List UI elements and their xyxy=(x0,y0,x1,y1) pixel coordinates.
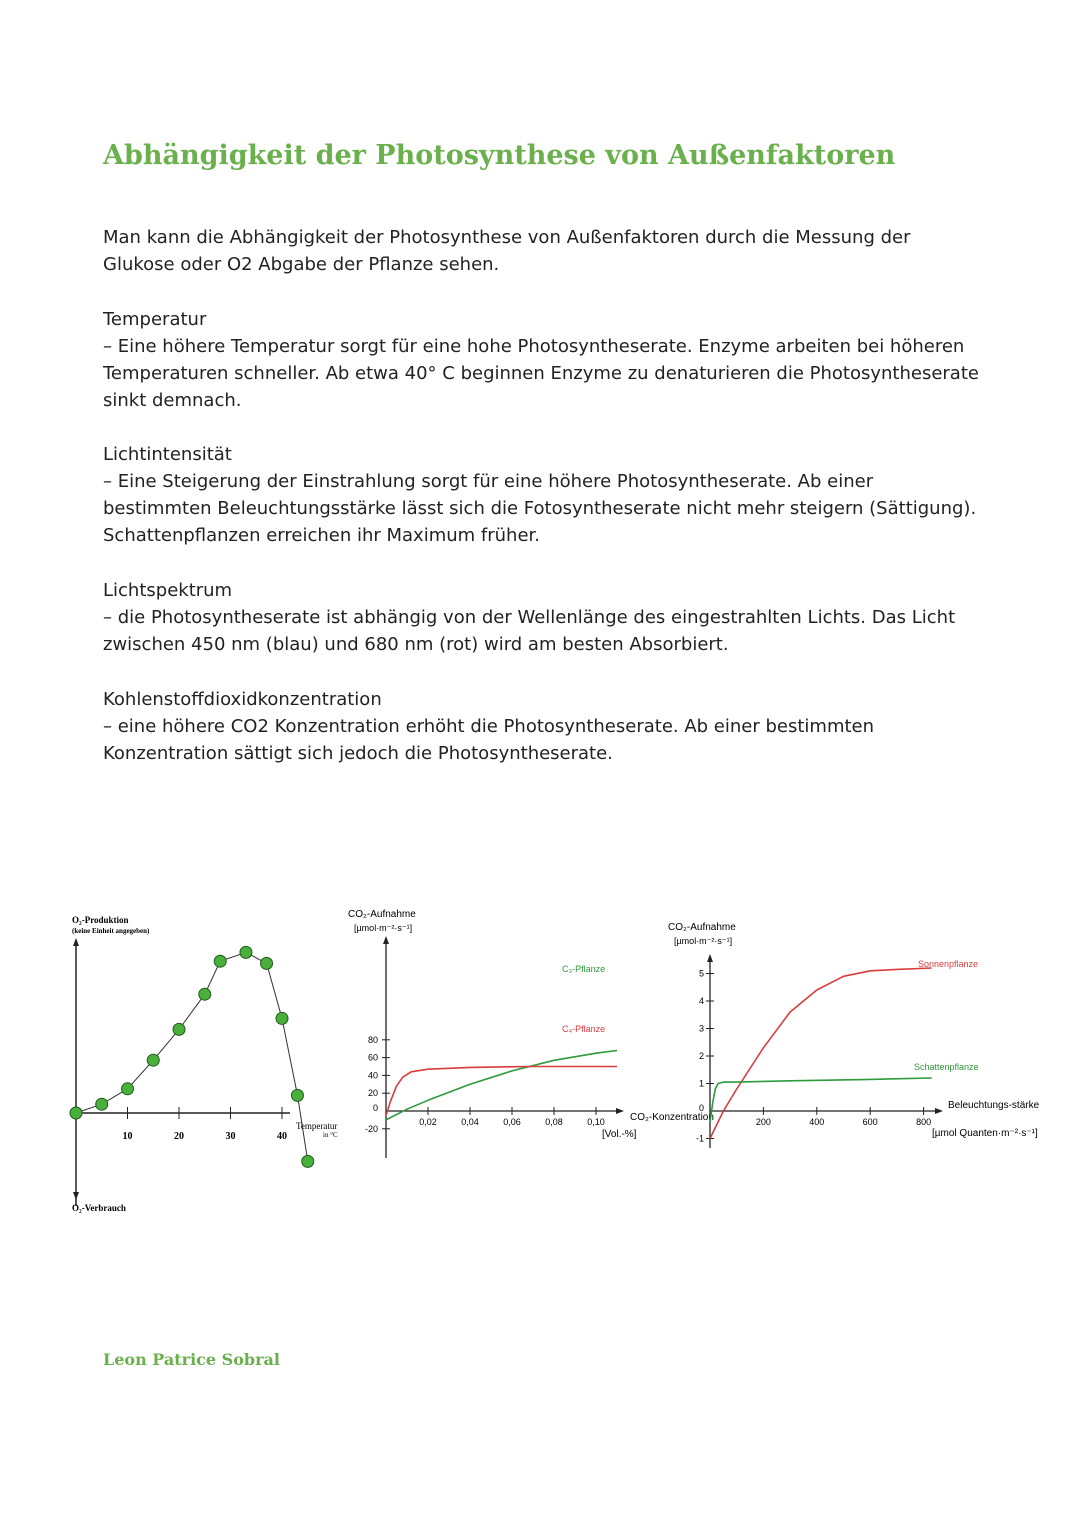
section-line: – Eine höhere Temperatur sorgt für eine hohe Photosyntheserate. Enzyme arbeiten bei höheren xyxy=(103,336,965,357)
series-line xyxy=(710,968,932,1139)
section-heading: Kohlenstoffdioxidkonzentration xyxy=(103,689,382,710)
co2-concentration-chart xyxy=(340,900,714,1160)
data-point xyxy=(70,1107,82,1119)
section-line: zwischen 450 nm (blau) und 680 nm (rot) wird am besten Absorbiert. xyxy=(103,634,729,655)
y-tick-label: 80 xyxy=(367,1034,378,1045)
section-line: – eine höhere CO2 Konzentration erhöht die Photosyntheserate. Ab einer bestimmten xyxy=(103,716,875,737)
x-tick-label: 40 xyxy=(277,1131,287,1142)
x-axis-unit: in °C xyxy=(323,1131,338,1139)
author-name: Leon Patrice Sobral xyxy=(103,1350,280,1369)
x-tick-label: 20 xyxy=(174,1131,184,1142)
data-point xyxy=(276,1012,288,1024)
x-axis-unit: [Vol.-%] xyxy=(602,1129,637,1140)
data-line xyxy=(76,952,308,1161)
y-tick-label: 0 xyxy=(698,1103,704,1113)
x-axis-unit: [µmol Quanten·m⁻²·s⁻¹] xyxy=(932,1128,1038,1139)
y-tick-label: -20 xyxy=(364,1123,378,1134)
section-heading: Lichtspektrum xyxy=(103,580,233,601)
data-point xyxy=(199,988,211,1000)
data-point xyxy=(96,1098,108,1110)
section-line: sinkt demnach. xyxy=(103,390,242,411)
section-heading: Lichtintensität xyxy=(103,444,232,465)
x-tick-label: 400 xyxy=(809,1117,825,1127)
series-line xyxy=(386,1051,617,1120)
x-tick-label: 800 xyxy=(916,1117,932,1127)
section-line: Konzentration sättigt sich jedoch die Photosyntheserate. xyxy=(103,743,613,764)
series-label: C₄-Pflanze xyxy=(562,1024,606,1034)
intro-line: Man kann die Abhängigkeit der Photosynthese von Außenfaktoren durch die Messung der xyxy=(103,227,911,248)
data-point xyxy=(122,1083,134,1095)
x-tick-label: 0,10 xyxy=(587,1117,605,1127)
section-lichtintensitaet xyxy=(103,441,1003,549)
x-tick-label: 200 xyxy=(755,1117,771,1127)
x-axis-label: Beleuchtungs-stärke xyxy=(948,1100,1040,1111)
section-line: Temperaturen schneller. Ab etwa 40° C beginnen Enzyme zu denaturieren die Photosyntheserate xyxy=(103,363,979,384)
data-point xyxy=(302,1155,314,1167)
y-tick-label: 2 xyxy=(698,1051,704,1061)
data-point xyxy=(147,1054,159,1066)
series-line xyxy=(710,1078,932,1122)
data-point xyxy=(291,1089,303,1101)
section-line: – Eine Steigerung der Einstrahlung sorgt für eine höhere Photosyntheserate. Ab einer xyxy=(103,471,874,492)
x-tick-label: 30 xyxy=(225,1131,236,1142)
y-axis-arrow-down xyxy=(73,1192,79,1200)
series-label: C₃-Pflanze xyxy=(562,964,606,974)
y-axis-arrow-up xyxy=(73,938,79,946)
x-axis-label: Temperatur xyxy=(296,1121,338,1131)
section-line: Schattenpflanzen erreichen ihr Maximum früher. xyxy=(103,525,541,546)
data-point xyxy=(173,1023,185,1035)
x-tick-label: 0,08 xyxy=(545,1117,563,1127)
x-axis-arrow xyxy=(935,1108,943,1114)
intro-line: Glukose oder O2 Abgabe der Pflanze sehen. xyxy=(103,254,500,275)
x-tick-label: 0,02 xyxy=(419,1117,437,1127)
y-axis-label: CO₂-Aufnahme xyxy=(668,922,736,933)
y-axis-unit: [µmol·m⁻²·s⁻¹] xyxy=(354,923,413,933)
y-axis-negative-label: O₂-Verbrauch xyxy=(72,1203,126,1213)
y-axis-arrow xyxy=(383,936,389,944)
light-intensity-chart xyxy=(660,900,1060,1160)
x-tick-label: 0,06 xyxy=(503,1117,521,1127)
data-point xyxy=(240,946,252,958)
series-label: Sonnenpflanze xyxy=(918,959,979,969)
y-tick-label: -1 xyxy=(695,1133,704,1144)
section-temperatur xyxy=(103,306,1003,414)
y-axis-label: CO₂-Aufnahme xyxy=(348,909,416,920)
y-axis-arrow xyxy=(707,954,713,962)
y-tick-label: 3 xyxy=(698,1023,704,1034)
x-tick-label: 10 xyxy=(122,1131,133,1142)
data-point xyxy=(261,957,273,969)
y-tick-label: 5 xyxy=(698,968,704,979)
y-axis-unit: [µmol·m⁻²·s⁻¹] xyxy=(674,936,733,946)
y-axis-note: (keine Einheit angegeben) xyxy=(72,927,150,935)
y-tick-label: 40 xyxy=(367,1070,378,1081)
y-tick-label: 4 xyxy=(698,996,704,1006)
y-axis-label: O₂-Produktion xyxy=(72,915,129,925)
y-tick-label: 20 xyxy=(367,1088,378,1099)
section-lichtspektrum xyxy=(103,577,1003,658)
x-axis-arrow xyxy=(616,1108,624,1114)
data-point xyxy=(214,955,226,967)
y-tick-label: 60 xyxy=(367,1052,378,1063)
intro-paragraph xyxy=(103,224,1003,278)
temperature-chart xyxy=(0,900,350,1230)
section-co2 xyxy=(103,686,1003,767)
section-line: – die Photosyntheserate ist abhängig von der Wellenlänge des eingestrahlten Lichts. Das Licht xyxy=(103,607,956,628)
section-line: bestimmten Beleuchtungsstärke lässt sich die Fotosyntheserate nicht mehr steigern (Sättigung). xyxy=(103,498,977,519)
y-tick-label: 0 xyxy=(372,1103,378,1113)
x-tick-label: 600 xyxy=(862,1117,878,1127)
x-axis-label: CO₂-Konzentration xyxy=(630,1112,714,1123)
x-tick-label: 0,04 xyxy=(461,1117,479,1127)
series-label: Schattenpflanze xyxy=(914,1062,979,1072)
page-title: Abhängigkeit der Photosynthese von Außenfaktoren xyxy=(103,140,896,171)
y-tick-label: 1 xyxy=(698,1078,704,1089)
section-heading: Temperatur xyxy=(103,309,207,330)
